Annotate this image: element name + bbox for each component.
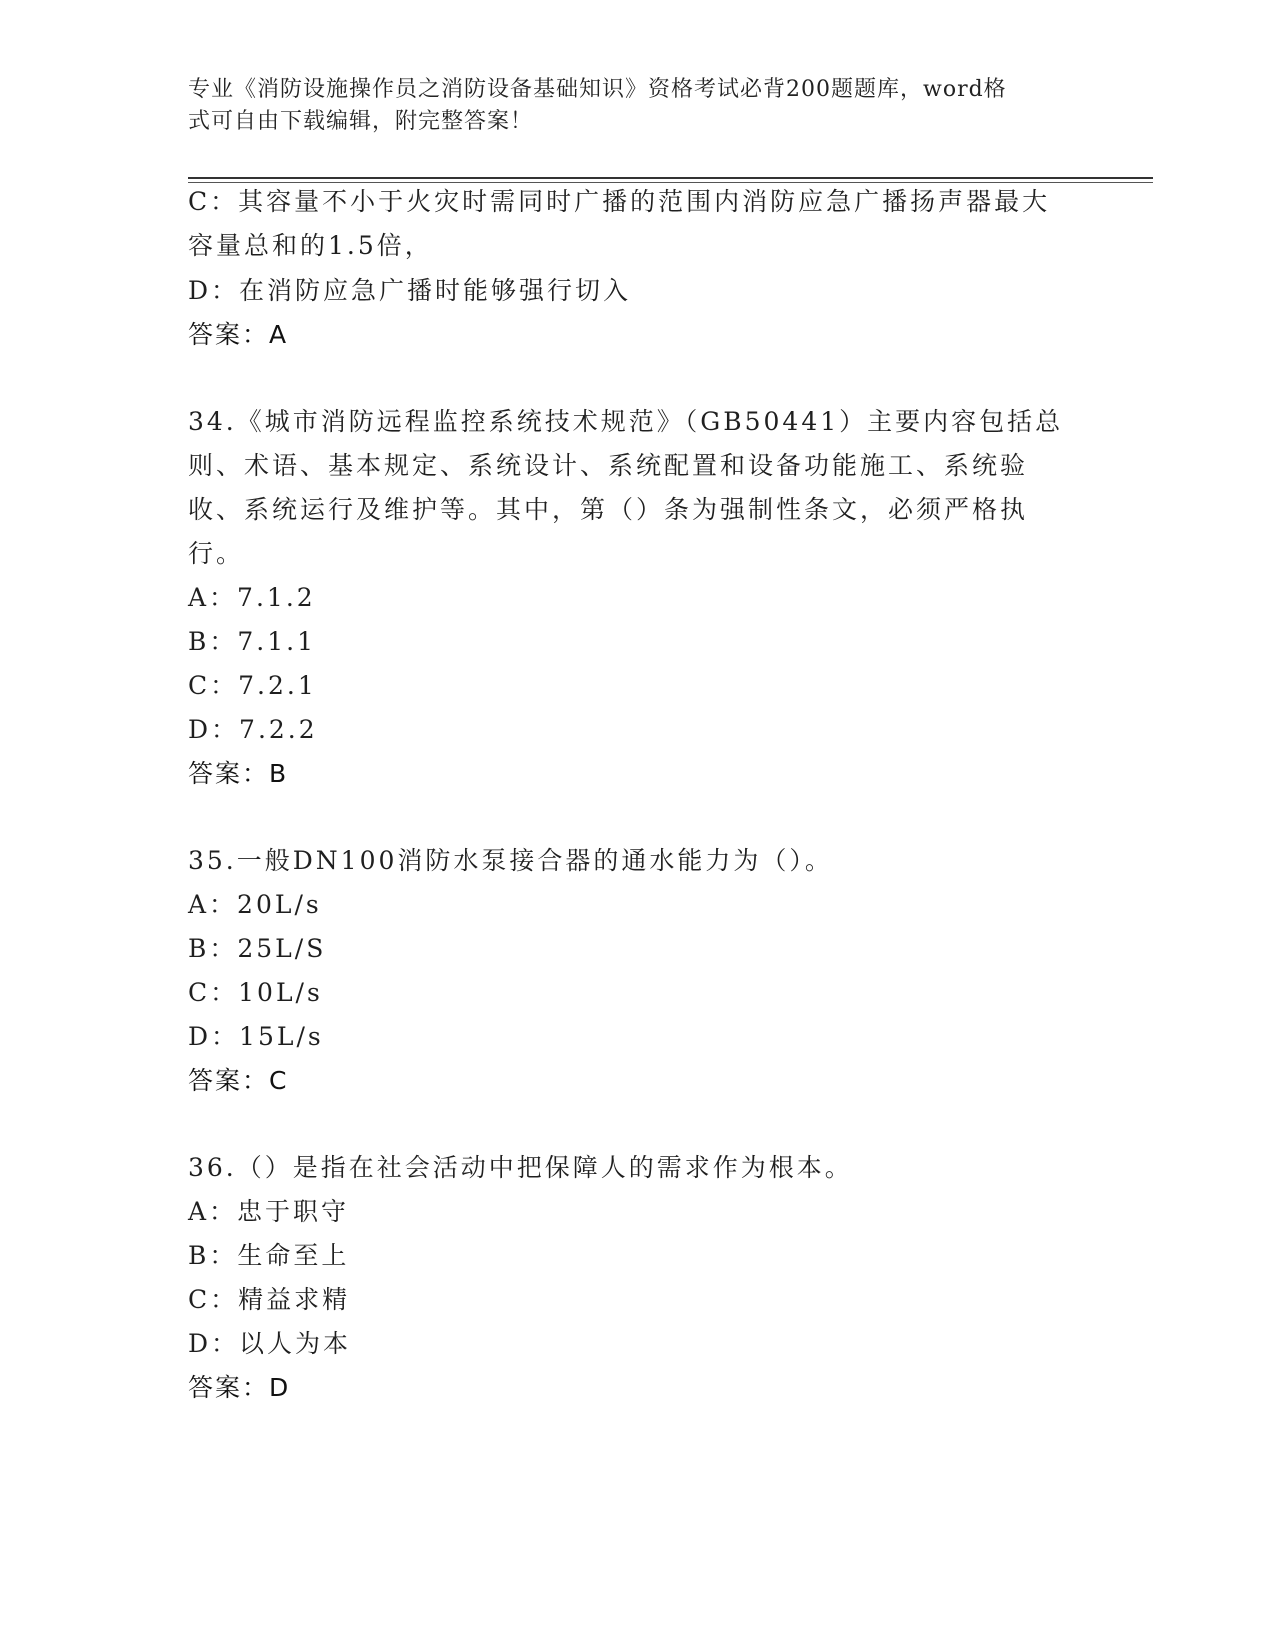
option-b: B：生命至上 [188, 1241, 350, 1270]
option-d: D：15L/s [188, 1022, 324, 1051]
option-c: C：精益求精 [188, 1285, 351, 1314]
option-a: A：忠于职守 [188, 1197, 350, 1226]
question-stem: 收、系统运行及维护等。其中，第（）条为强制性条文，必须严格执 [188, 495, 1029, 524]
header-divider [188, 177, 1153, 179]
option-c: C：7.2.1 [188, 671, 317, 700]
answer: 答案：C [188, 1066, 289, 1095]
document-header [188, 74, 1068, 138]
option-a: A：20L/s [188, 890, 322, 919]
option-c: C：10L/s [188, 978, 323, 1007]
header-divider-thin [188, 182, 1153, 183]
option-d: D：7.2.2 [188, 715, 318, 744]
question-stem: 行。 [188, 539, 245, 568]
option-a: A：7.1.2 [188, 583, 316, 612]
question-stem: 则、术语、基本规定、系统设计、系统配置和设备功能施工、系统验 [188, 451, 1029, 480]
header-line: 式可自由下载编辑，附完整答案！ [188, 109, 534, 134]
question-stem: 36.（）是指在社会活动中把保障人的需求作为根本。 [188, 1153, 853, 1182]
option-c-continued: 容量总和的1.5倍， [188, 231, 433, 260]
answer: 答案：B [188, 759, 289, 788]
answer: 答案：A [188, 320, 289, 349]
option-d: D：在消防应急广播时能够强行切入 [188, 276, 632, 305]
question-stem: 34.《城市消防远程监控系统技术规范》（GB50441）主要内容包括总 [188, 407, 1064, 436]
answer: 答案：D [188, 1373, 291, 1402]
header-line: 专业《消防设施操作员之消防设备基础知识》资格考试必背200题题库，word格 [188, 77, 1007, 102]
question-stem: 35.一般DN100消防水泵接合器的通水能力为（）。 [188, 846, 833, 875]
option-b: B：7.1.1 [188, 627, 316, 656]
option-d: D：以人为本 [188, 1329, 352, 1358]
option-b: B：25L/S [188, 934, 327, 963]
option-c: C：其容量不小于火灾时需同时广播的范围内消防应急广播扬声器最大 [188, 187, 1051, 216]
